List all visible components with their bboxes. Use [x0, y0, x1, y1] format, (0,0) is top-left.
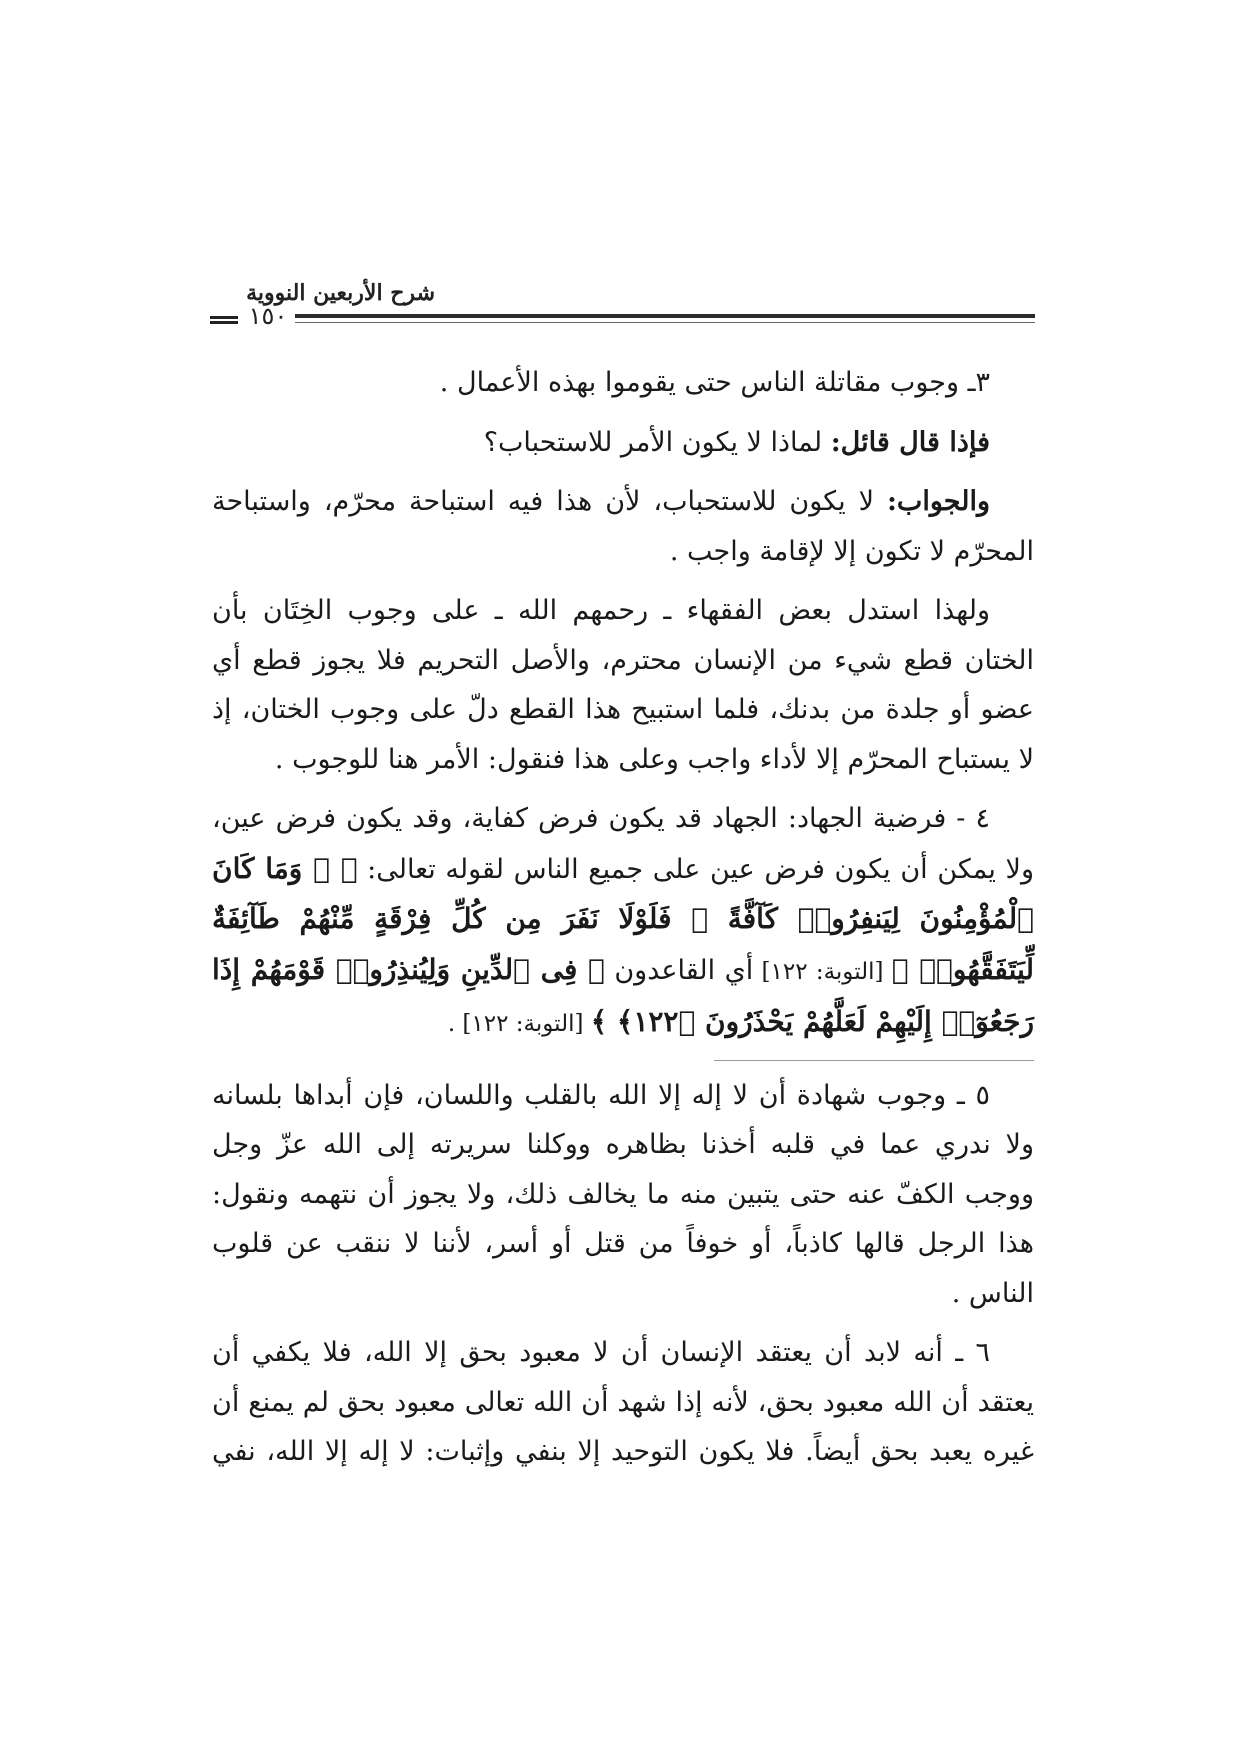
paragraph-point-5-shahada: ٥ ـ وجوب شهادة أن لا إله إلا الله بالقلب واللسان، فإن أبداها بلسانه ولا ندري عما في قلبه أخذنا بظاهره ووكلنا سريرته إلى الله عزّ وجل ووجب الكفّ عنه حتى يتبين منه ما يخالف ذلك، ولا يجوز أن نتهمه ونقول: هذا الرجل قالها كاذباً، أو خوفاً من قتل أو أسر، لأننا لا ننقب عن قلوب الناس . — [212, 1079, 1034, 1309]
page-number: ١٥٠ — [248, 302, 288, 330]
question-lead: فإذا قال قائل: — [830, 426, 990, 458]
section-separator — [714, 1060, 1034, 1061]
header-rule — [210, 310, 1035, 330]
quran-verse-b: ﴿ فِى ٱلدِّينِ وَلِيُنذِرُوا۟ قَوْمَهُمْ إِذَا رَجَعُوٓا۟ إِلَيْهِمْ لَعَلَّهُمْ يَحْذَرُونَ ﴿١٢٢﴾ ﴾ — [212, 952, 1034, 1038]
question-text: لماذا لا يكون الأمر للاستحباب؟ — [483, 426, 831, 458]
quran-verse-a: ﴿ ۞ وَمَا كَانَ ٱلْمُؤْمِنُونَ لِيَنفِرُوا۟ كَآفَّةً ۚ فَلَوْلَا نَفَرَ مِن كُلِّ فِرْقَةٍ مِّنْهُمْ طَآئِفَةٌ لِّيَتَفَقَّهُوا۟ ﴾ — [212, 851, 1034, 986]
jihad-text-b: أي القاعدون — [604, 954, 754, 986]
answer-text: لا يكون للاستحباب، لأن هذا فيه استباحة محرّم، واستباحة المحرّم لا تكون إلا لإقامة واجب . — [212, 486, 1034, 567]
verse-reference-a: [التوبة: ١٢٢] — [753, 958, 892, 985]
answer-lead: والجواب: — [886, 486, 990, 517]
verse-reference-b: [التوبة: ١٢٢] . — [447, 1011, 591, 1037]
body-text — [212, 358, 1034, 1487]
jihad-text-a: ٤ - فرضية الجهاد: الجهاد قد يكون فرض كفاية، وقد يكون فرض عين، ولا يمكن أن يكون فرض عين على جميع الناس لقوله تعالى: — [212, 803, 1034, 885]
paragraph-point-4-jihad — [212, 794, 1034, 1050]
running-title: شرح الأربعين النووية — [246, 280, 435, 306]
header-rule-line — [295, 314, 1035, 323]
paragraph-circumcision: ولهذا استدل بعض الفقهاء ـ رحمهم الله ـ على وجوب الخِتَان بأن الختان قطع شيء من الإنسان محترم، والأصل التحريم فلا يجوز قطع أي عضو أو جلدة من بدنك، فلما استبيح هذا القطع دلّ على وجوب الختان، إذ لا يستباح المحرّم إلا لأداء واجب وعلى هذا فنقول: الأمر هنا للوجوب . — [212, 595, 1034, 775]
paragraph-point-3: ٣ـ وجوب مقاتلة الناس حتى يقوموا بهذه الأعمال . — [439, 367, 990, 398]
header-rule-mark — [210, 316, 238, 324]
paragraph-question — [212, 418, 1034, 468]
paragraph-point-6-tawhid: ٦ ـ أنه لابد أن يعتقد الإنسان أن لا معبود بحق إلا الله، فلا يكفي أن يعتقد أن الله معبود بحق، لأنه إذا شهد أن الله تعالى معبود بحق لم يمنع أن غيره يعبد بحق أيضاً. فلا يكون التوحيد إلا بنفي وإثبات: لا إله إلا الله، نفي — [212, 1337, 1034, 1467]
paragraph-answer — [212, 477, 1034, 576]
